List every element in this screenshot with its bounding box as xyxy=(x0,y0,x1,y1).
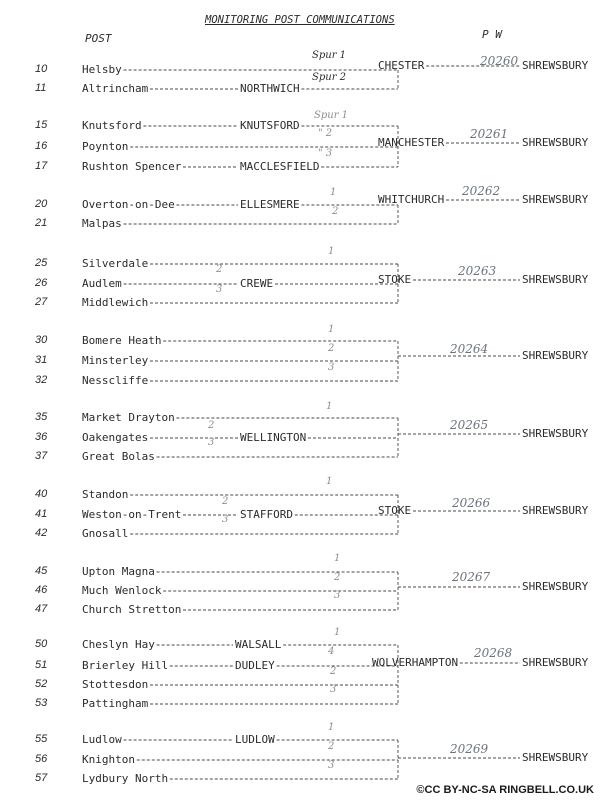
post-number: 36 xyxy=(35,431,48,443)
spur-label: 1 xyxy=(328,324,335,335)
post-name: Church Stretton xyxy=(82,603,182,616)
spur-label: 3 xyxy=(328,362,335,373)
post-name: Much Wenlock xyxy=(82,584,162,597)
post-name: Audlem xyxy=(82,277,122,290)
spur-label: 1 xyxy=(328,722,335,733)
post-number: 41 xyxy=(35,508,48,520)
destination-name: SHREWSBURY xyxy=(522,504,589,517)
post-number: 47 xyxy=(35,603,48,615)
post-name: Malpas xyxy=(82,217,122,230)
post-number: 57 xyxy=(35,772,48,784)
post-number: 30 xyxy=(35,334,48,346)
post-number: 35 xyxy=(35,411,48,423)
hub-name: STOKE xyxy=(378,504,412,517)
exchange-name: WELLINGTON xyxy=(240,431,307,444)
exchange-name: LUDLOW xyxy=(235,733,275,746)
post-number: 11 xyxy=(35,82,47,94)
post-name: Overton-on-Dee xyxy=(82,198,175,211)
post-name: Helsby xyxy=(82,63,122,76)
post-name: Weston-on-Trent xyxy=(82,508,182,521)
pw-number: 20267 xyxy=(452,570,491,584)
pw-column-header: P W xyxy=(482,28,502,41)
spur-label: 2 xyxy=(208,420,215,431)
post-name: Pattingham xyxy=(82,697,149,710)
post-number: 32 xyxy=(35,374,48,386)
pw-number: 20268 xyxy=(474,646,513,660)
spur-label: 2 xyxy=(332,206,339,217)
post-name: Knighton xyxy=(82,753,135,766)
post-name: Oakengates xyxy=(82,431,149,444)
destination-name: SHREWSBURY xyxy=(522,59,589,72)
spur-label: 2 xyxy=(328,343,335,354)
post-number: 55 xyxy=(35,733,48,745)
exchange-name: STAFFORD xyxy=(240,508,293,521)
post-column-header: POST xyxy=(85,32,112,45)
post-name: Ludlow xyxy=(82,733,122,746)
hub-name: WOLVERHAMPTON xyxy=(372,656,459,669)
post-number: 42 xyxy=(35,527,48,539)
destination-name: SHREWSBURY xyxy=(522,580,589,593)
post-name: Poynton xyxy=(82,140,129,153)
spur-label: 3 xyxy=(330,684,337,695)
post-number: 40 xyxy=(35,488,48,500)
spur-label: 4 xyxy=(328,646,335,657)
post-number: 37 xyxy=(35,450,48,462)
copyright-credit: ©CC BY-NC-SA RINGBELL.CO.UK xyxy=(416,784,594,796)
spur-label: 2 xyxy=(330,666,337,677)
post-name: Lydbury North xyxy=(82,772,169,785)
spur-label: 2 xyxy=(216,264,223,275)
spur-label: 2 xyxy=(328,741,335,752)
spur-label: 1 xyxy=(326,476,333,487)
spur-label: 1 xyxy=(334,627,341,638)
exchange-name: DUDLEY xyxy=(235,659,275,672)
spur-label: 2 xyxy=(334,572,341,583)
spur-label: Spur 1 xyxy=(314,110,349,121)
post-name: Bomere Heath xyxy=(82,334,162,347)
post-number: 56 xyxy=(35,753,48,765)
post-name: Nesscliffe xyxy=(82,374,149,387)
hub-name: STOKE xyxy=(378,273,412,286)
hub-name: MANCHESTER xyxy=(378,136,445,149)
post-name: Knutsford xyxy=(82,119,142,132)
destination-name: SHREWSBURY xyxy=(522,193,589,206)
pw-number: 20262 xyxy=(462,184,501,198)
spur-label: 1 xyxy=(328,246,335,257)
pw-number: 20263 xyxy=(458,264,497,278)
post-number: 45 xyxy=(35,565,48,577)
post-name: Rushton Spencer xyxy=(82,160,182,173)
post-number: 20 xyxy=(35,198,48,210)
post-number: 53 xyxy=(35,697,48,709)
destination-name: SHREWSBURY xyxy=(522,273,589,286)
pw-number: 20264 xyxy=(450,342,489,356)
spur-label: 2 xyxy=(222,496,229,507)
page-title: MONITORING POST COMMUNICATIONS xyxy=(205,14,395,26)
post-number: 17 xyxy=(35,160,48,172)
post-number: 46 xyxy=(35,584,48,596)
post-number: 31 xyxy=(35,354,48,366)
post-number: 10 xyxy=(35,63,48,75)
exchange-name: MACCLESFIELD xyxy=(240,160,320,173)
post-number: 15 xyxy=(35,119,48,131)
spur-label: Spur 2 xyxy=(312,72,347,83)
spur-label: 3 xyxy=(208,437,215,448)
destination-name: SHREWSBURY xyxy=(522,751,589,764)
post-name: Gnosall xyxy=(82,527,129,540)
spur-label: 1 xyxy=(326,401,333,412)
post-name: Market Drayton xyxy=(82,411,175,424)
destination-name: SHREWSBURY xyxy=(522,349,589,362)
exchange-name: CREWE xyxy=(240,277,274,290)
post-name: Altrincham xyxy=(82,82,149,95)
pw-number: 20265 xyxy=(450,418,489,432)
post-number: 27 xyxy=(35,296,48,308)
exchange-name: WALSALL xyxy=(235,638,282,651)
spur-label: " 3 xyxy=(318,148,333,159)
spur-label: 3 xyxy=(328,760,335,771)
pw-number: 20266 xyxy=(452,496,491,510)
post-number: 16 xyxy=(35,140,48,152)
exchange-name: ELLESMERE xyxy=(240,198,300,211)
pw-number: 20261 xyxy=(470,127,509,141)
pw-number: 20269 xyxy=(450,742,489,756)
destination-name: SHREWSBURY xyxy=(522,136,589,149)
post-number: 25 xyxy=(35,257,48,269)
post-name: Stottesdon xyxy=(82,678,149,691)
hub-name: WHITCHURCH xyxy=(378,193,445,206)
destination-name: SHREWSBURY xyxy=(522,656,589,669)
spur-label: 1 xyxy=(334,553,341,564)
spur-label: Spur 1 xyxy=(312,50,347,61)
post-number: 51 xyxy=(35,659,48,671)
post-name: Brierley Hill xyxy=(82,659,169,672)
hub-name: CHESTER xyxy=(378,59,425,72)
exchange-name: NORTHWICH xyxy=(240,82,300,95)
post-name: Standon xyxy=(82,488,129,501)
destination-name: SHREWSBURY xyxy=(522,427,589,440)
post-name: Middlewich xyxy=(82,296,149,309)
spur-label: 3 xyxy=(216,284,223,295)
post-number: 52 xyxy=(35,678,48,690)
exchange-name: KNUTSFORD xyxy=(240,119,300,132)
spur-label: " 2 xyxy=(318,128,333,139)
spur-label: 3 xyxy=(334,590,341,601)
pw-number: 20260 xyxy=(480,54,519,68)
post-name: Upton Magna xyxy=(82,565,155,578)
post-number: 26 xyxy=(35,277,48,289)
spur-label: 3 xyxy=(222,514,229,525)
post-number: 21 xyxy=(35,217,48,229)
spur-label: 1 xyxy=(330,187,337,198)
post-name: Minsterley xyxy=(82,354,149,367)
post-name: Great Bolas xyxy=(82,450,155,463)
post-name: Cheslyn Hay xyxy=(82,638,155,651)
post-number: 50 xyxy=(35,638,48,650)
post-name: Silverdale xyxy=(82,257,149,270)
